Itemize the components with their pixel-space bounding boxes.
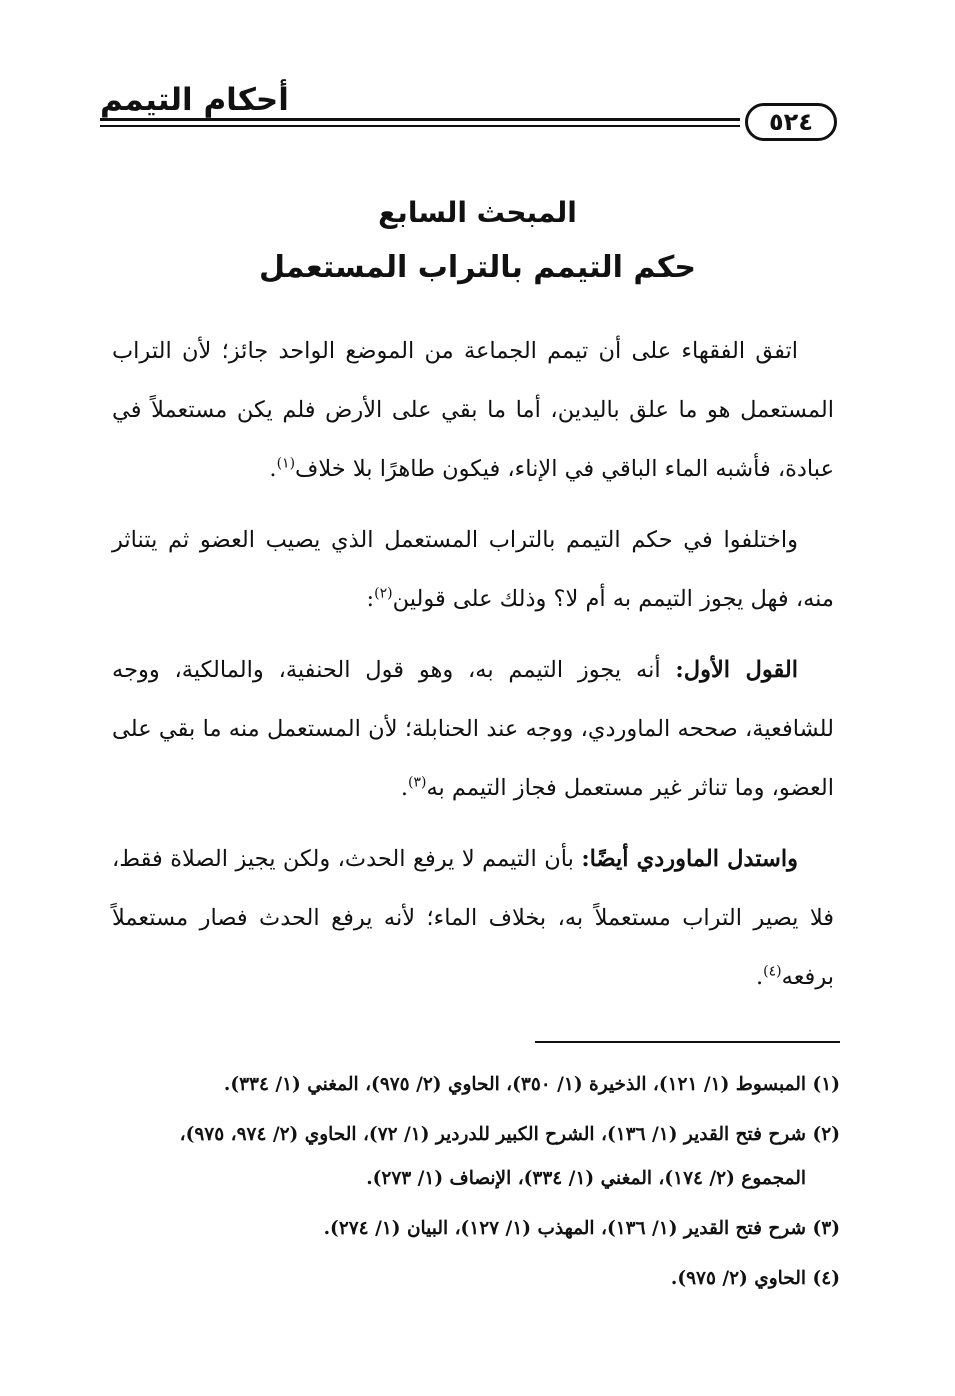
paragraph-2-end: :: [366, 586, 375, 612]
footnote-text: الحاوي (٢/ ٩٧٥).: [670, 1268, 806, 1289]
paragraph-1: [112, 322, 834, 499]
paragraph-4-text: بأن التيمم لا يرفع الحدث، ولكن يجيز الصلاة فقط، فلا يصير التراب مستعملاً به، بخلاف الماء؛ لأنه يرفع الحدث فصار مستعملاً برفعه: [112, 846, 834, 990]
footnote-text: المبسوط (١/ ١٢١)، الذخيرة (١/ ٣٥٠)، الحاوي (٢/ ٩٧٥)، المغني (١/ ٣٣٤).: [223, 1074, 806, 1095]
footnote-ref-1[interactable]: (١): [276, 455, 296, 472]
footnote-number: (٢): [812, 1124, 840, 1145]
page-number-frame: [745, 103, 837, 141]
header-rule-secondary: [100, 125, 740, 127]
paragraph-4-end: .: [756, 964, 764, 990]
footnote-number: (١): [812, 1074, 840, 1095]
section-heading: المبحث السابع: [378, 196, 577, 229]
footnote-ref-4[interactable]: (٤): [763, 963, 782, 980]
paragraph-1-end: .: [269, 456, 277, 482]
footnote-separator: [535, 1041, 840, 1043]
footnote-item: [110, 1257, 840, 1301]
paragraph-3-lead: القول الأول:: [675, 657, 798, 683]
paragraph-4-lead: واستدل الماوردي أيضًا:: [581, 846, 799, 872]
paragraph-3: [112, 641, 834, 818]
footnote-item: [110, 1113, 840, 1201]
paragraph-4: [112, 830, 834, 1007]
paragraph-2-text: واختلفوا في حكم التيمم بالتراب المستعمل الذي يصيب العضو ثم يتناثر منه، فهل يجوز التيمم به أم لا؟ وذلك على قولين: [112, 527, 834, 612]
footnotes: [110, 1063, 840, 1307]
running-title: أحكام التيمم: [100, 82, 289, 118]
paragraph-1-text: اتفق الفقهاء على أن تيمم الجماعة من الموضع الواحد جائز؛ لأن التراب المستعمل هو ما علق باليدين، أما ما بقي على الأرض فلم يكن مستعملاً في عبادة، فأشبه الماء الباقي في الإناء، فيكون طاهرًا بلا خلاف: [112, 338, 834, 482]
footnote-ref-2[interactable]: (٢): [374, 585, 393, 602]
header-rule: [100, 118, 740, 121]
paragraph-2: [112, 511, 834, 629]
body-text: [112, 322, 834, 1019]
footnote-text: شرح فتح القدير (١/ ١٣٦)، الشرح الكبير للدردير (١/ ٧٢)، الحاوي (٢/ ٩٧٤، ٩٧٥)، المجموع (٢/ ١٧٤)، المغني (١/ ٣٣٤)، الإنصاف (١/ ٢٧٣).: [179, 1124, 806, 1189]
section-title: حكم التيمم بالتراب المستعمل: [259, 250, 696, 285]
footnote-number: (٣): [812, 1218, 840, 1239]
footnote-number: (٤): [812, 1268, 840, 1289]
paragraph-3-end: .: [400, 775, 408, 801]
paragraph-3-text: أنه يجوز التيمم به، وهو قول الحنفية، والمالكية، ووجه للشافعية، صححه الماوردي، ووجه عند الحنابلة؛ لأن المستعمل منه ما بقي على العضو، وما تناثر غير مستعمل فجاز التيمم به: [112, 657, 834, 801]
footnote-text: شرح فتح القدير (١/ ١٣٦)، المهذب (١/ ١٢٧)، البيان (١/ ٢٧٤).: [323, 1218, 806, 1239]
footnote-ref-3[interactable]: (٣): [407, 774, 427, 791]
footnote-item: [110, 1207, 840, 1251]
page-number: ٥٢٤: [769, 108, 813, 136]
footnote-item: [110, 1063, 840, 1107]
